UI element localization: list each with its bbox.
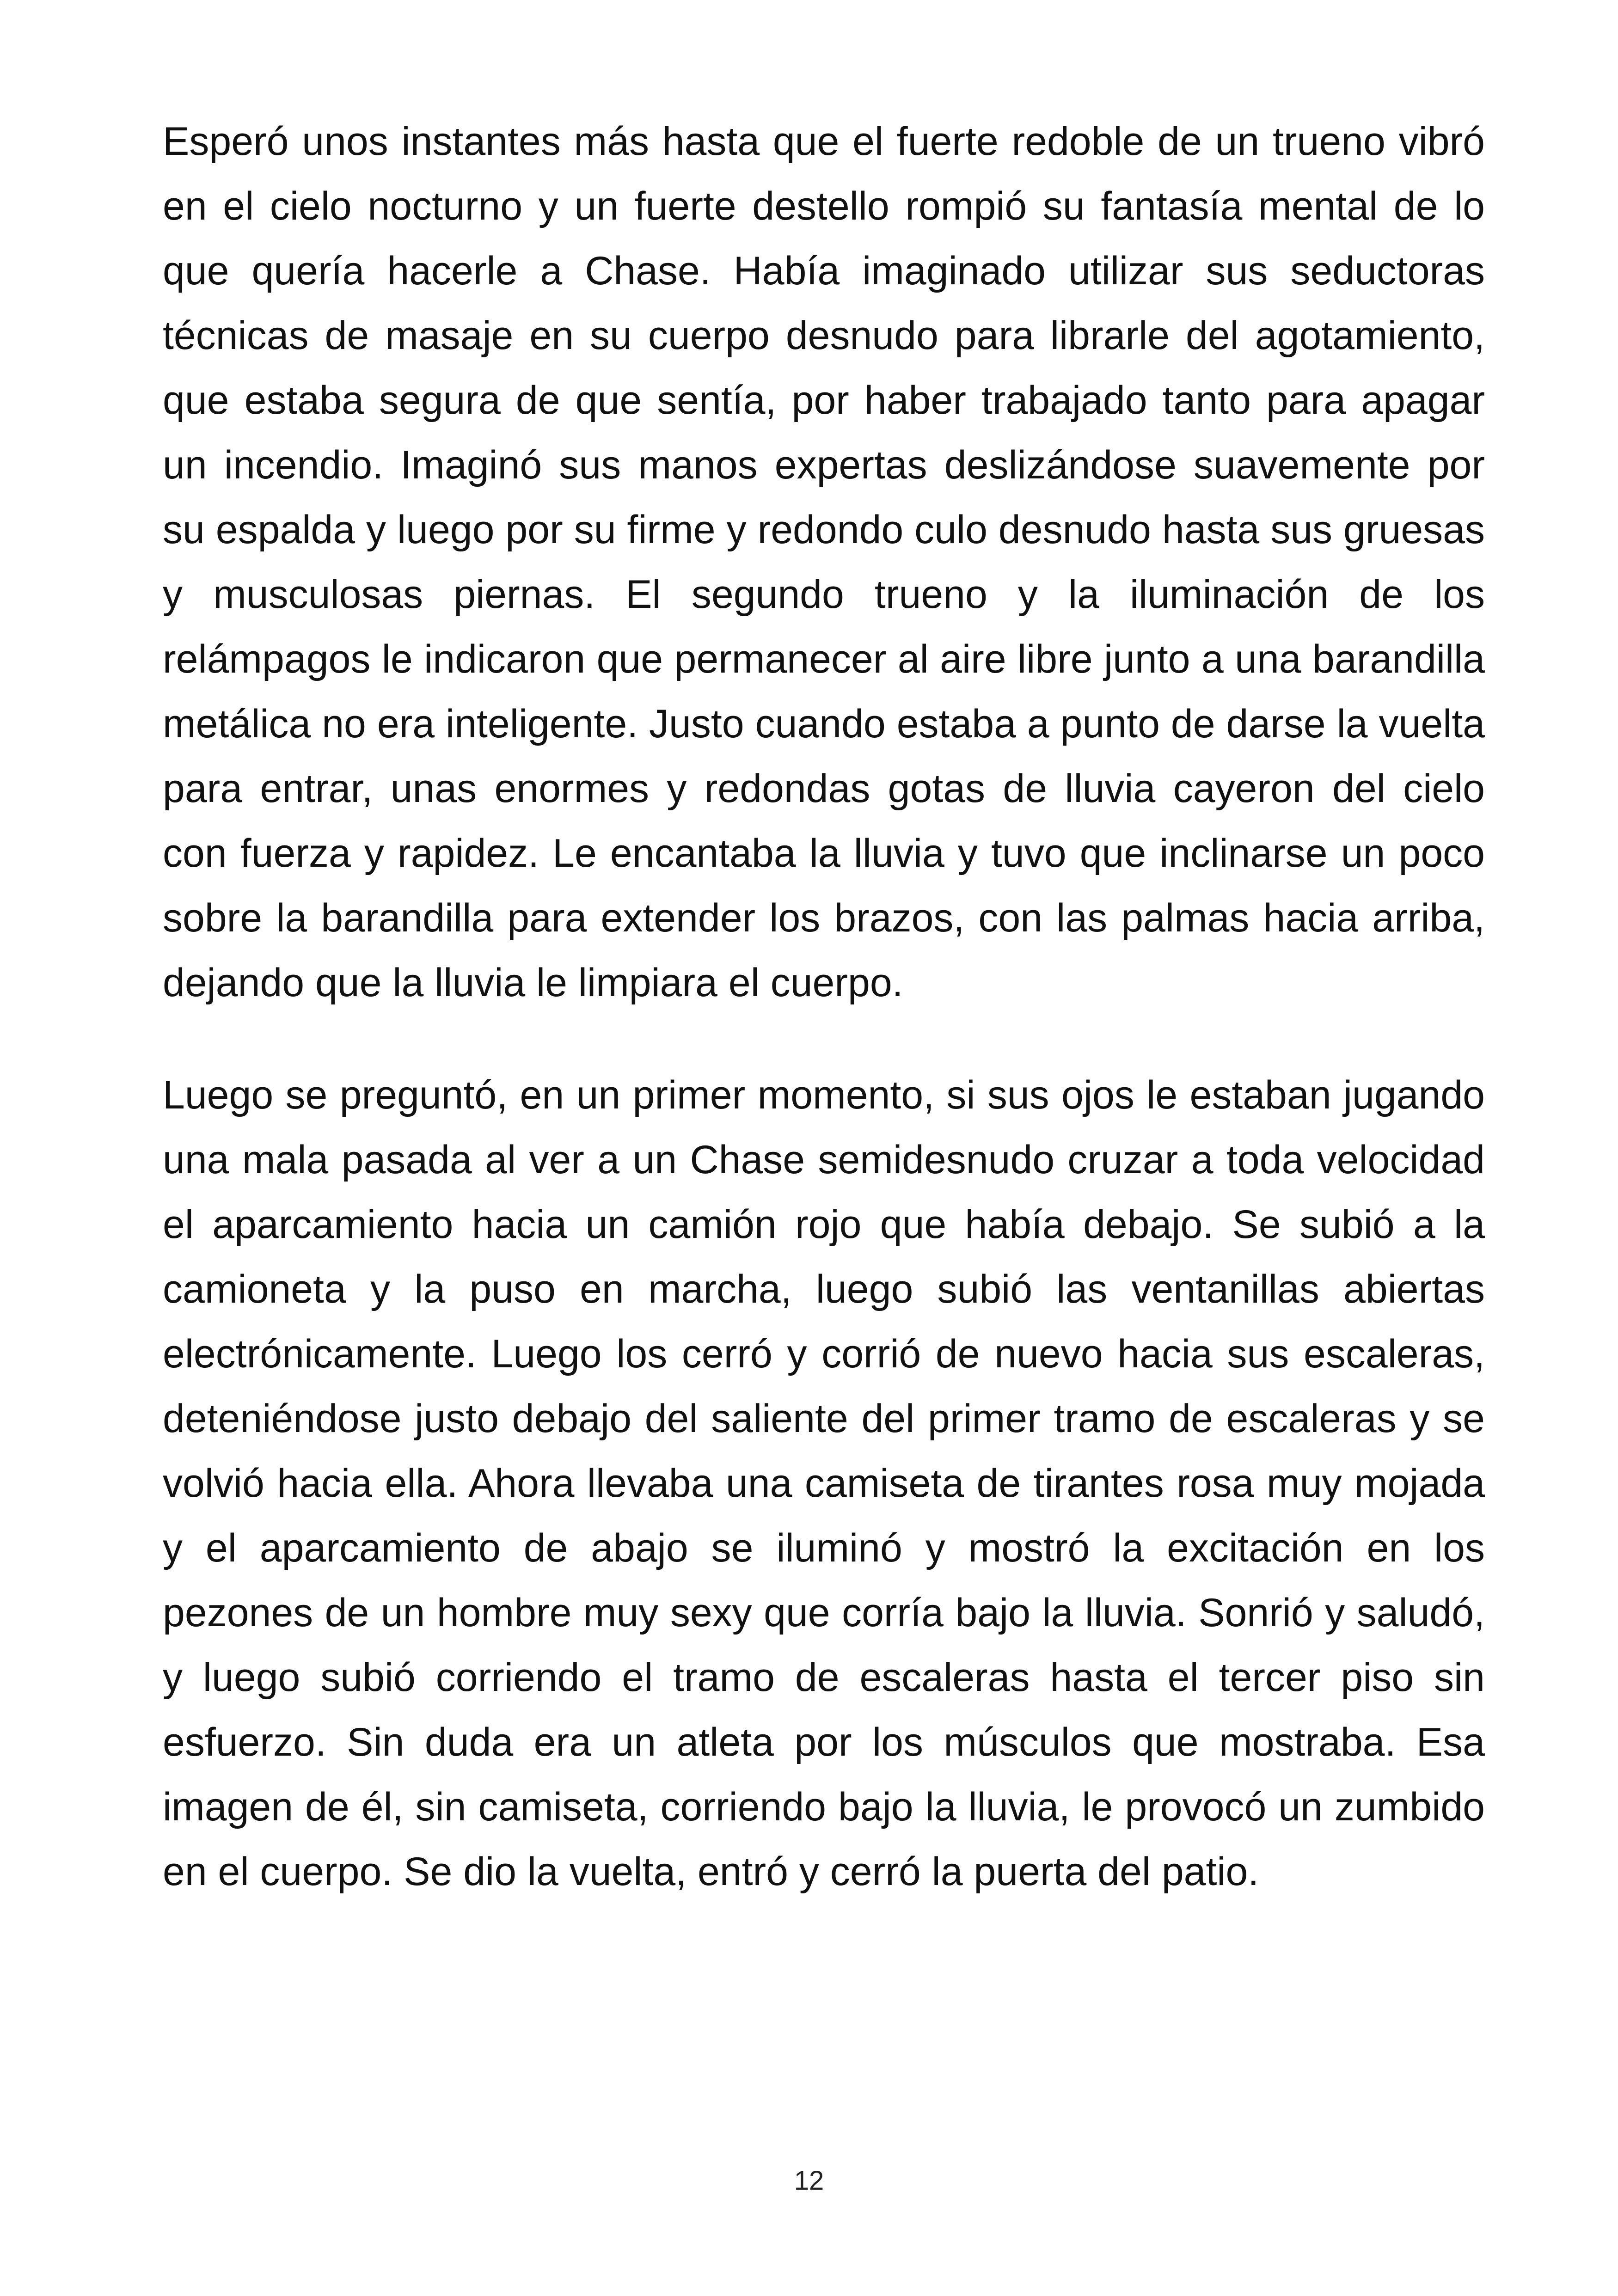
body-text [163,109,1485,1904]
page-number: 12 [794,2166,824,2196]
paragraph-1: Esperó unos instantes más hasta que el fuerte redoble de un trueno vibró en el cielo nocturno y un fuerte destello rompió su fantasía mental de lo que quería hacerle a Chase. Había imaginado utilizar sus seductoras técnicas de masaje en su cuerpo desnudo para librarle del agotamiento, que estaba segura de que sentía, por haber trabajado tanto para apagar un incendio. Imaginó sus manos expertas deslizándose suavemente por su espalda y luego por su firme y redondo culo desnudo hasta sus gruesas y musculosas piernas. El segundo trueno y la iluminación de los relámpagos le indicaron que permanecer al aire libre junto a una barandilla metálica no era inteligente. Justo cuando estaba a punto de darse la vuelta para entrar, unas enormes y redondas gotas de lluvia cayeron del cielo con fuerza y rapidez. Le encantaba la lluvia y tuvo que inclinarse un poco sobre la barandilla para extender los brazos, con las palmas hacia arriba, dejando que la lluvia le limpiara el cuerpo. [163,119,1485,1005]
paragraph-2: Luego se preguntó, en un primer momento, si sus ojos le estaban jugando una mala pasada al ver a un Chase semidesnudo cruzar a toda velocidad el aparcamiento hacia un camión rojo que había debajo. Se subió a la camioneta y la puso en marcha, luego subió las ventanillas abiertas electrónicamente. Luego los cerró y corrió de nuevo hacia sus escaleras, deteniéndose justo debajo del saliente del primer tramo de escaleras y se volvió hacia ella. Ahora llevaba una camiseta de tirantes rosa muy mojada y el aparcamiento de abajo se iluminó y mostró la excitación en los pezones de un hombre muy sexy que corría bajo la lluvia. Sonrió y saludó, y luego subió corriendo el tramo de escaleras hasta el tercer piso sin esfuerzo. Sin duda era un atleta por los músculos que mostraba. Esa imagen de él, sin camiseta, corriendo bajo la lluvia, le provocó un zumbido en el cuerpo. Se dio la vuelta, entró y cerró la puerta del patio. [163,1073,1485,1894]
